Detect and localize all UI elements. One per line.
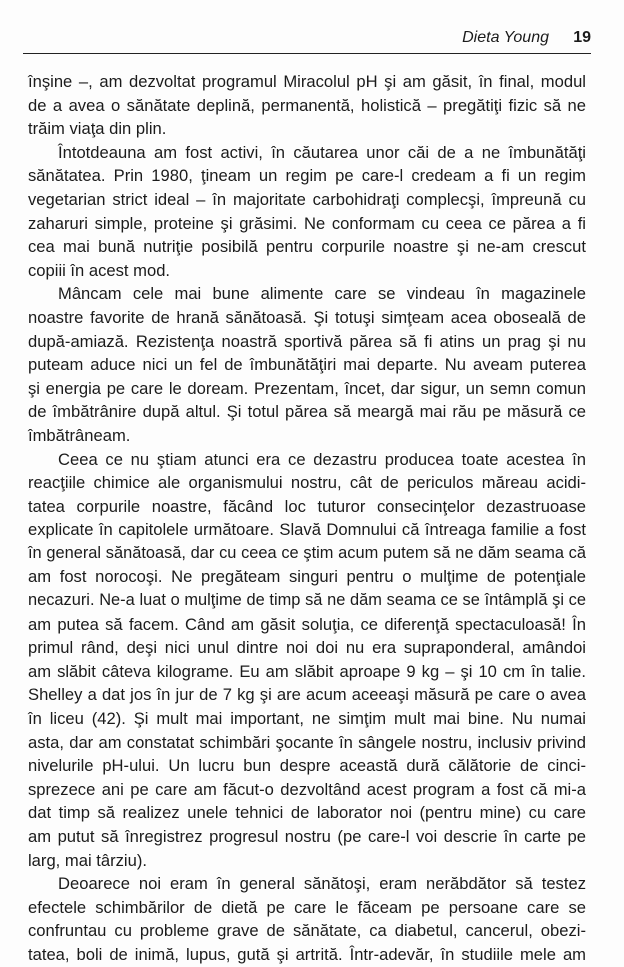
text-line: după-amiază. Rezistenţa noastră sportivă părea să fi atins un prag şi nu [28,331,586,351]
text-line: înşine –, am dezvoltat programul Miracolul pH şi am găsit, în final, modul [28,72,586,91]
running-title: Dieta Young [462,29,549,46]
text-line: Ceea ce nu ştiam atunci era ce dezastru producea toate acestea în [58,449,586,469]
text-line: de îmbătrânire după altul. Şi totul părea să meargă mai rău pe măsură ce [28,402,586,422]
text-line: noastre favorite de hrană sănătoasă. Şi totuşi simţeam acea oboseală de [28,307,586,327]
text-line: în general sănătoasă, dar cu ceea ce ştim acum putem să ne dăm seama că [28,543,586,562]
text-line: Întotdeauna am fost activi, în căutarea unor căi de a ne îmbunătăţi [58,142,586,162]
text-line: am slăbit câteva kilograme. Eu am slăbit aproape 9 kg – şi 10 cm în talie. [28,661,586,681]
text-line: reacţiile chimice ale organismului nostru, cât de periculos măreau acidi- [28,473,586,493]
text-line: am fost norocoşi. Ne pregăteam singuri pentru o mulţime de potenţiale [28,567,586,587]
page-number: 19 [573,29,591,46]
text-line: tatea corpurile noastre, făcând loc tuturor consecinţelor dezastruoase [28,496,586,516]
text-line: cea mai bună nutriţie posibilă pentru corpurile noastre şi ne-am crescut [28,237,586,257]
text-line: sănătatea. Prin 1980, ţineam un regim pe care-l credeam a fi un regim [28,166,586,186]
text-line: de a avea o sănătate deplină, permanentă, holistică – pregătiţi fizic să ne [28,95,586,115]
text-line: am putut să înregistrez progresul nostru (pe care-l voi descrie în carte pe [28,827,586,846]
text-line: asta, dar am constatat schimbări şocante în sângele nostru, inclusiv privind [28,732,586,752]
text-line: zaharuri simple, proteine şi grăsimi. Ne conformam cu ceea ce părea a fi [28,213,586,233]
text-line: trăim viaţa din plin. [28,119,167,139]
page-header [23,26,591,54]
text-line: sprezece ani pe care am făcut-o dezvoltând acest program a fost că mi-a [28,779,586,799]
text-line: dat timp să realizez unele tehnici de laborator noi (pentru mine) cu care [28,803,586,823]
text-line: Deoarece noi eram în general sănătoşi, eram nerăbdător să testez [58,874,586,894]
text-line: larg, mai târziu). [28,850,147,870]
text-line: primul rând, deşi nici unul dintre noi doi nu era supraponderal, amândoi [28,638,586,658]
text-line: copiii în acest mod. [28,260,171,280]
header-rule [23,53,591,54]
text-line: nivelurile pH-ului. Un lucru bun despre această dură călătorie de cinci- [28,756,586,776]
text-line: în liceu (42). Şi mult mai important, ne simţim mult mai bine. Nu numai [28,709,586,729]
text-line: efectele schimbărilor de dietă pe care le făceam pe persoane care se [28,897,586,917]
text-line: explicate în capitolele următoare. Slavă Domnului că întreaga familie a fost [28,520,586,540]
text-line: confruntau cu probleme grave de sănătate, ca diabetul, cancerul, obezi- [28,921,586,941]
text-line: tatea, boli de inimă, lupus, gută şi artrită. Într-adevăr, în studiile mele am [28,944,586,964]
text-line: am putea să facem. Când am găsit soluţia, ce diferenţă spectaculoasă! În [28,614,586,634]
text-line: puteam aduce nici un fel de îmbunătăţiri mai departe. Nu aveam puterea [28,355,586,375]
text-line: necazuri. Ne-a luat o mulţime de timp să ne dăm seama ce se întâmplă şi ce [28,591,586,610]
text-line: şi energia pe care le doream. Prezentam, încet, dar sigur, un semn comun [28,378,586,398]
text-line: îmbătrâneam. [28,425,131,445]
text-line: vegetarian strict ideal – în majoritate carbohidraţi complecşi, împreună cu [28,189,586,209]
body-text [28,70,586,967]
text-line: Shelley a dat jos în jur de 7 kg şi are acum aceeaşi măsură pe care o avea [28,685,586,705]
text-line: Mâncam cele mai bune alimente care se vindeau în magazinele [58,284,586,304]
